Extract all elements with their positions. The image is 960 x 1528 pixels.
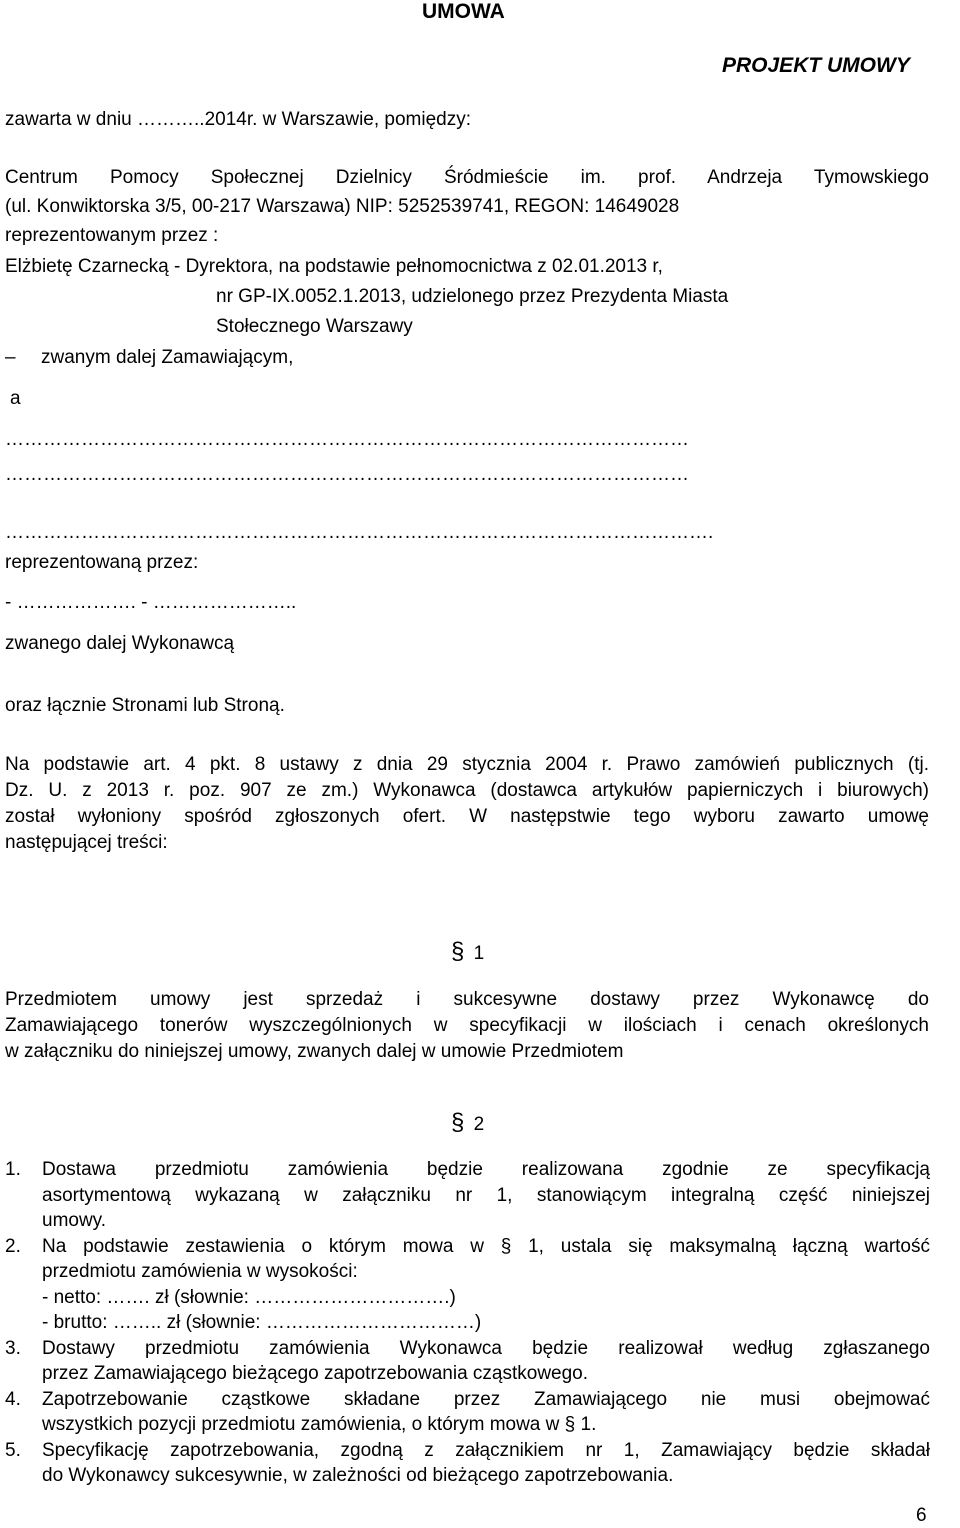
list-item-number: 2. <box>5 1235 21 1257</box>
list-item-line: Specyfikację zapotrzebowania, zgodną z załącznikiem nr 1, Zamawiający będzie składał <box>42 1439 930 1461</box>
section-2-list <box>5 1157 930 1489</box>
section-symbol: § <box>451 938 465 965</box>
section-number: 2 <box>473 1114 485 1135</box>
legal-basis-line: Na podstawie art. 4 pkt. 8 ustawy z dnia 29 stycznia 2004 r. Prawo zamówień publicznych (tj. <box>5 754 929 775</box>
representatives-line: - ………………. - ………………….. <box>5 592 297 613</box>
section-number: 1 <box>473 943 485 964</box>
list-item-line: wszystkich pozycji przedmiotu zamówienia, o którym mowa w § 1. <box>42 1414 597 1435</box>
page-number: 6 <box>916 1505 927 1526</box>
list-item-line: do Wykonawcy sukcesywnie, w zależności od bieżącego zapotrzebowania. <box>42 1465 674 1486</box>
legal-basis-line: został wyłoniony spośród zgłoszonych ofert. W następstwie tego wyboru zawarto umowę <box>5 806 929 827</box>
list-item <box>5 1336 930 1387</box>
list-item-number: 5. <box>5 1439 21 1461</box>
section-1-paragraph <box>5 987 929 1065</box>
section-1-line: w załączniku do niniejszej umowy, zwanych dalej w umowie Przedmiotem <box>5 1041 624 1062</box>
list-item-number: 4. <box>5 1388 21 1410</box>
parties-line: oraz łącznie Stronami lub Stroną. <box>5 695 285 716</box>
list-item-line: - brutto: …….. zł (słownie: ……………………………) <box>42 1312 482 1333</box>
blank-line-3: …………………………………………………………………………………………………. <box>5 522 714 543</box>
section-symbol: § <box>451 1109 465 1136</box>
and-conjunction: a <box>10 388 21 409</box>
city-line: Stołecznego Warszawy <box>216 316 413 337</box>
list-item <box>5 1234 930 1336</box>
legal-basis-paragraph <box>5 752 929 856</box>
list-item <box>5 1438 930 1489</box>
document-title: UMOWA <box>422 0 505 23</box>
legal-basis-line: Dz. U. z 2013 r. poz. 907 ze zm.) Wykonawca (dostawca artykułów papierniczych i biurowych) <box>5 780 929 801</box>
section-1-heading <box>451 938 484 966</box>
party1-line1: Centrum Pomocy Społecznej Dzielnicy Śródmieście im. prof. Andrzeja Tymowskiego <box>5 167 929 188</box>
list-item-line: przedmiotu zamówienia w wysokości: <box>42 1261 358 1282</box>
called-ordering-party: zwanym dalej Zamawiającym, <box>41 347 294 368</box>
section-1-line: Zamawiającego tonerów wyszczególnionych w specyfikacji w ilościach i cenach określonych <box>5 1015 929 1036</box>
project-label: PROJEKT UMOWY <box>722 54 910 77</box>
list-item-line: Dostawy przedmiotu zamówienia Wykonawca będzie realizował według zgłaszanego <box>42 1337 930 1359</box>
section-1-line: Przedmiotem umowy jest sprzedaż i sukcesywne dostawy przez Wykonawcę do <box>5 989 929 1010</box>
called-contractor: zwanego dalej Wykonawcą <box>5 633 235 654</box>
section-2-heading <box>451 1109 484 1137</box>
list-item-line: Zapotrzebowanie cząstkowe składane przez Zamawiającego nie musi obejmować <box>42 1388 930 1410</box>
legal-basis-line: następującej treści: <box>5 832 168 853</box>
list-item-line: - netto: ……. zł (słownie: ………………………….) <box>42 1286 456 1308</box>
concluded-line: zawarta w dniu ………..2014r. w Warszawie, pomiędzy: <box>5 109 472 130</box>
list-item-line: umowy. <box>42 1210 107 1231</box>
list-item <box>5 1157 930 1234</box>
list-item-line: Dostawa przedmiotu zamówienia będzie realizowana zgodnie ze specyfikacją <box>42 1159 930 1180</box>
director-line: Elżbietę Czarnecką - Dyrektora, na podstawie pełnomocnictwa z 02.01.2013 r, <box>5 256 663 277</box>
party1-line2: (ul. Konwiktorska 3/5, 00-217 Warszawa) NIP: 5252539741, REGON: 14649028 <box>5 196 680 217</box>
list-item-line: przez Zamawiającego bieżącego zapotrzebowania cząstkowego. <box>42 1363 589 1384</box>
represented-by: reprezentowanym przez : <box>5 225 219 246</box>
list-item <box>5 1387 930 1438</box>
list-item-number: 1. <box>5 1159 21 1180</box>
blank-line-2: ……………………………………………………………………………………………… <box>5 464 689 485</box>
bullet-dash: – <box>5 347 16 368</box>
blank-line-1: ……………………………………………………………………………………………… <box>5 429 689 450</box>
list-item-line: Na podstawie zestawienia o którym mowa w § 1, ustala się maksymalną łączną wartość <box>42 1235 930 1257</box>
represented-by-contractor: reprezentowaną przez: <box>5 552 199 573</box>
list-item-number: 3. <box>5 1337 21 1359</box>
power-of-attorney-line: nr GP-IX.0052.1.2013, udzielonego przez Prezydenta Miasta <box>216 286 729 307</box>
list-item-line: asortymentową wykazaną w załączniku nr 1, stanowiącym integralną część niniejszej <box>42 1184 930 1206</box>
